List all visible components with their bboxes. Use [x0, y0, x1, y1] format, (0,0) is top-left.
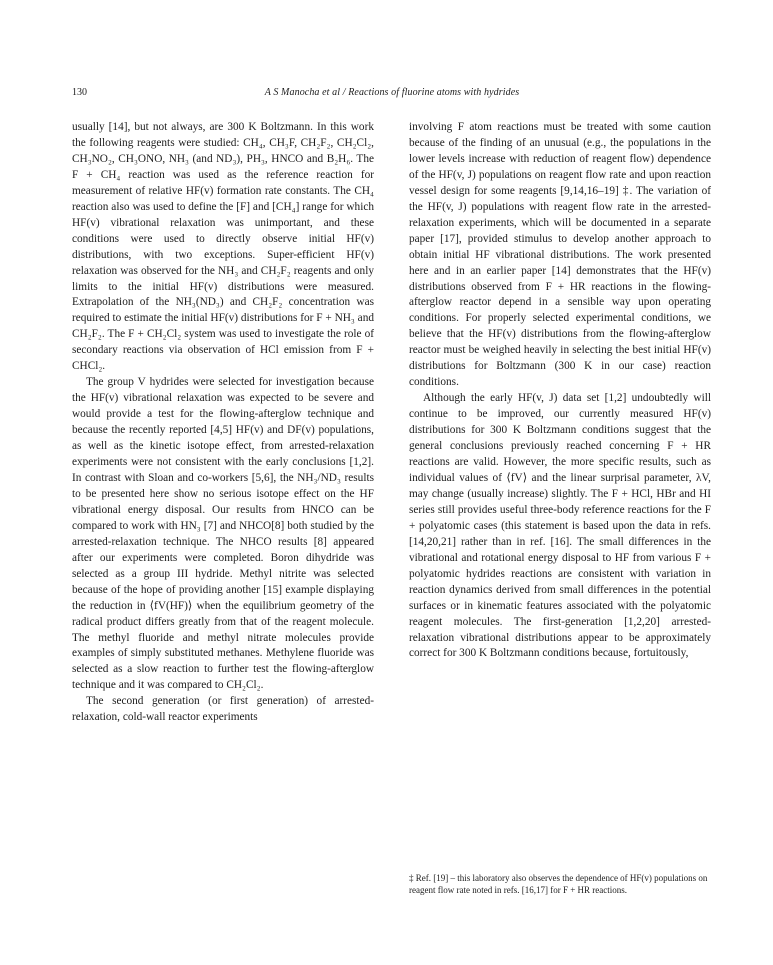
page-number: 130	[72, 87, 87, 98]
right-column	[409, 120, 711, 662]
paragraph: involving F atom reactions must be treated with some caution because of the finding of an unusual (e.g., the populations in the lower levels increase with reduction of reagent flow) dependence of the HF(v, J) populations on reagent flow rate and upon reaction vessel design for some reagents [9,14,16–19] ‡. The variation of the HF(v, J) populations with reagent flow rate in the arrested-relaxation experiments, which will be documented in a separate paper [17], provided stimulus to develop another approach to obtain initial HF vibrational distributions. The work presented here and in an earlier paper [14] demonstrates that the HF(v) distributions observed from F + HR reactions in the flowing-afterglow reactor depend in a sensible way upon operating conditions. For properly selected experimental conditions, we believe that the HF(v) distributions from the flowing-afterglow reactor must be weighed heavily in selecting the best initial HF(v) distributions for Boltzmann (300 K in our case) reaction conditions.	[409, 121, 711, 389]
paragraph: usually [14], but not always, are 300 K Boltzmann. In this work the following reagents were studied: CH₄, CH₃F, CH₂F₂, CH₂Cl₂, CH₃NO₂, CH₃ONO, NH₃ (and ND₃), PH₃, HNCO and B₂H₆. The F + CH₄ reaction was used as the reference reaction for measurement of relative HF(v) formation rate constants. The CH₄ reaction also was used to define the [F] and [CH₄] range for which HF(v) vibrational relaxation was unimportant, and these conditions were used to directly observe initial HF(v) distributions, with two exceptions. Super-efficient HF(v) relaxation was observed for the NH₃ and CH₂F₂ reagents and only limits to the initial HF(v) distributions were measured. Extrapolation of the NH₃(ND₃) and CH₂F₂ concentration was required to estimate the initial HF(v) distributions for F + NH₃ and CH₂F₂. The F + CH₂Cl₂ system was used to investigate the role of secondary reactions via observation of HCl emission from F + CHCl₂.	[72, 121, 374, 373]
page-header	[72, 85, 712, 101]
footnote: ‡ Ref. [19] – this laboratory also observes the dependence of HF(v) populations on reagent flow rate noted in refs. [16,17] for F + HR reactions.	[409, 873, 708, 895]
paragraph: Although the early HF(v, J) data set [1,2] undoubtedly will continue to be improved, our currently measured HF(v) distributions for 300 K Boltzmann conditions suggest that the general conclusions previously reached concerning F + HR reactions are valid. However, the more specific results, such as individual values of ⟨fV⟩ and the linear surprisal parameter, λV, may change (usually increase) slightly. The F + HCl, HBr and HI series still provides useful three-body reference reactions for the F + polyatomic cases (this statement is based upon the data in refs. [14,20,21] rather than in ref. [16]. The small differences in the vibrational and rotational energy disposal to HF from various F + polyatomic hydrides reactions are consistent with variation in reaction dynamics derived from small differences in the potential surfaces or in kinematic features associated with the polyatomic reagent molecules. The first-generation [1,2,20] arrested-relaxation vibrational distributions appear to be approximately correct for 300 K Boltzmann conditions because, fortuitously,	[409, 392, 711, 660]
paragraph: The second generation (or first generation) of arrested-relaxation, cold-wall reactor experiments	[72, 695, 374, 724]
left-column	[72, 120, 374, 726]
paragraph: The group V hydrides were selected for investigation because the HF(v) vibrational relaxation was expected to be severe and would provide a test for the flowing-afterglow technique and because the recently reported [4,5] HF(v) and DF(v) populations, as well as the kinetic isotope effect, from arrested-relaxation experiments were not consistent with the early conclusions [1,2]. In contrast with Sloan and co-workers [5,6], the NH₃/ND₃ results to be presented here show no serious isotope effect on the HF vibrational energy disposal. Our results from HNCO can be compared to work with HN₃ [7] and NHCO[8] both studied by the arrested-relaxation technique. The NHCO results [8] appeared after our experiments were completed. Boron dihydride was selected as a group III hydride. Methyl nitrite was selected because of the hope of providing another [15] example displaying the reduction in ⟨fV(HF)⟩ when the equilibrium geometry of the radical product differs greatly from that of the reagent molecule. The methyl fluoride and methyl nitrate molecules provide examples of simply substituted methanes. Methylene fluoride was selected as a slow reaction to further test the flowing-afterglow technique and it was compared to CH₂Cl₂.	[72, 376, 374, 692]
running-head: A S Manocha et al / Reactions of fluorine atoms with hydrides	[264, 87, 520, 98]
